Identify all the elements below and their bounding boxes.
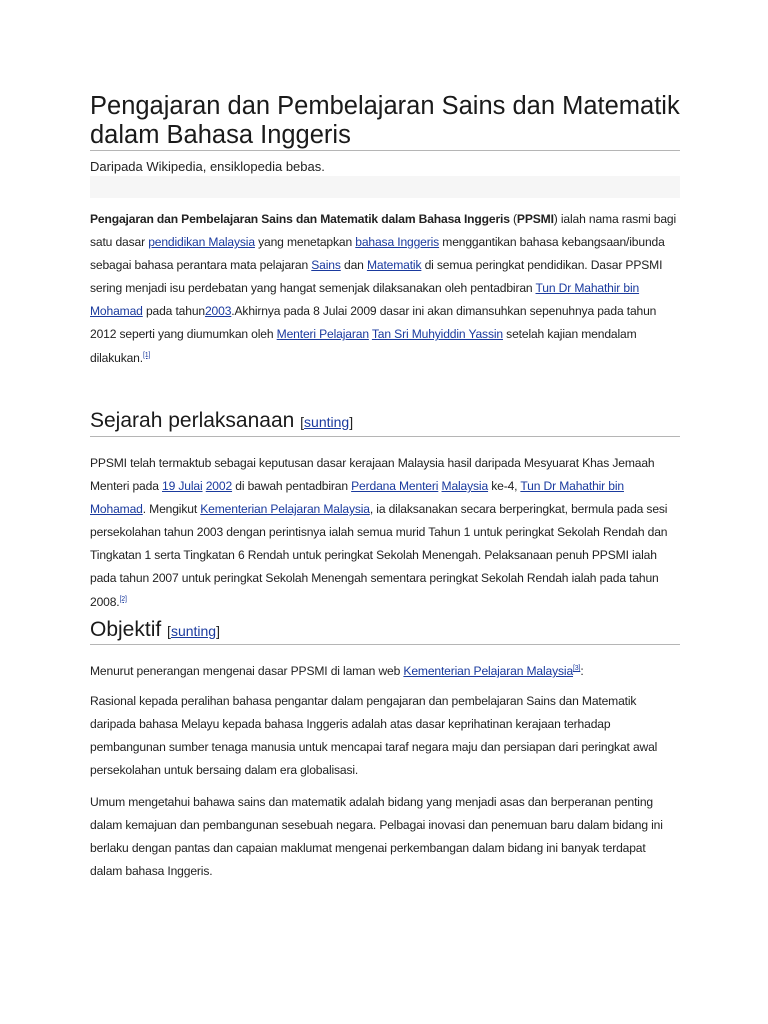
- link-kementerian-pelajaran-2[interactable]: Kementerian Pelajaran Malaysia: [403, 664, 574, 678]
- reference-1[interactable]: [1]: [142, 351, 151, 359]
- notice-bar: [90, 176, 680, 198]
- link-19-julai[interactable]: 19 Julai: [162, 479, 203, 494]
- link-2002[interactable]: 2002: [205, 479, 233, 494]
- edit-section-sejarah: [sunting]: [300, 414, 354, 430]
- link-malaysia[interactable]: Malaysia: [441, 479, 489, 494]
- abbreviation: PPSMI: [516, 212, 554, 226]
- link-tun-mahathir[interactable]: Tun Dr Mahathir bin Mohamad: [90, 281, 640, 319]
- reference-3[interactable]: [3]: [573, 665, 581, 672]
- intro-paragraph: Pengajaran dan Pembelajaran Sains dan Matematik dalam Bahasa Inggeris (PPSMI) ialah nama rasmi bagi satu dasar pendidikan Malaysia yang menetapkan bahasa Inggeris menggantikan bahasa kebangsaan/ibunda sebagai bahasa perantara mata pelajaran Sains dan Matematik di semua peringkat pendidikan. Dasar PPSMI sering menjadi isu perdebatan yang hangat semenjak dilaksanakan oleh pentadbiran Tun Dr Mahathir bin Mohamad pada tahun2003.Akhirnya pada 8 Julai 2009 dasar ini akan dimansuhkan sepenuhnya pada tahun 2012 seperti yang diumumkan oleh Menteri Pelajaran Tan Sri Muhyiddin Yassin setelah kajian mendalam dilakukan.[1]: [90, 212, 677, 365]
- link-menteri-pelajaran[interactable]: Menteri Pelajaran: [276, 327, 369, 342]
- edit-link-objektif[interactable]: sunting: [170, 623, 217, 639]
- section-heading-objektif: Objektif [sunting]: [90, 618, 220, 641]
- link-bahasa-inggeris[interactable]: bahasa Inggeris: [355, 235, 440, 250]
- link-sains[interactable]: Sains: [311, 258, 341, 273]
- section-divider-objektif: [90, 644, 680, 645]
- link-matematik[interactable]: Matematik: [366, 258, 422, 273]
- article-subject: Pengajaran dan Pembelajaran Sains dan Matematik dalam Bahasa Inggeris: [90, 212, 510, 226]
- link-2003[interactable]: 2003: [204, 304, 232, 319]
- link-muhyiddin-yassin[interactable]: Tan Sri Muhyiddin Yassin: [371, 327, 503, 342]
- objektif-paragraph-rasional: Rasional kepada peralihan bahasa pengantar dalam pengajaran dan pembelajaran Sains dan Matematik daripada bahasa Melayu kepada bahasa Inggeris adalah atas dasar keprihatinan kerajaan terhadap pembangunan sumber tenaga manusia untuk mencapai taraf negara maju dan persiapan dari peringkat awal persekolahan untuk bersaing dalam era globalisasi.: [90, 694, 658, 778]
- objektif-paragraph-umum: Umum mengetahui bahawa sains dan matematik adalah bidang yang menjadi asas dan berperanan penting dalam kemajuan dan pembangunan sesebuah negara. Pelbagai inovasi dan penemuan baru dalam bidang ini berlaku dengan pantas dan capaian maklumat mengenai perkembangan dalam bidang ini banyak terdapat dalam bahasa Inggeris.: [90, 795, 663, 879]
- page-title: Pengajaran dan Pembelajaran Sains dan Matematik dalam Bahasa Inggeris: [90, 92, 680, 149]
- site-tagline: Daripada Wikipedia, ensiklopedia bebas.: [90, 159, 325, 174]
- section-divider-sejarah: [90, 436, 680, 437]
- objektif-intro: Menurut penerangan mengenai dasar PPSMI di laman web Kementerian Pelajaran Malaysia[3]:: [90, 664, 584, 678]
- link-kementerian-pelajaran[interactable]: Kementerian Pelajaran Malaysia: [200, 502, 370, 517]
- sejarah-paragraph: PPSMI telah termaktub sebagai keputusan dasar kerajaan Malaysia hasil daripada Mesyuarat Khas Jemaah Menteri pada 19 Julai 2002 di bawah pentadbiran Perdana Menteri Malaysia ke-4, Tun Dr Mahathir bin Mohamad. Mengikut Kementerian Pelajaran Malaysia, ia dilaksanakan secara berperingkat, bermula pada sesi persekolahan tahun 2003 dengan perintisnya ialah semua murid Tahun 1 untuk peringkat Sekolah Rendah dan Tingkatan 1 serta Tingkatan 6 Rendah untuk peringkat Sekolah Menengah. Pelaksanaan penuh PPSMI ialah pada tahun 2007 untuk peringkat Sekolah Menengah sementara peringkat Sekolah Rendah ialah pada tahun 2008.[2]: [90, 456, 668, 609]
- edit-section-objektif: [sunting]: [167, 623, 220, 639]
- title-divider: [90, 150, 680, 151]
- link-pendidikan-malaysia[interactable]: pendidikan Malaysia: [148, 235, 255, 250]
- link-tun-mahathir-2[interactable]: Tun Dr Mahathir bin Mohamad: [90, 479, 624, 517]
- edit-link-sejarah[interactable]: sunting: [304, 414, 350, 430]
- section-heading-sejarah: Sejarah perlaksanaan [sunting]: [90, 409, 354, 432]
- reference-2[interactable]: [2]: [119, 595, 127, 603]
- link-perdana-menteri[interactable]: Perdana Menteri: [351, 479, 439, 494]
